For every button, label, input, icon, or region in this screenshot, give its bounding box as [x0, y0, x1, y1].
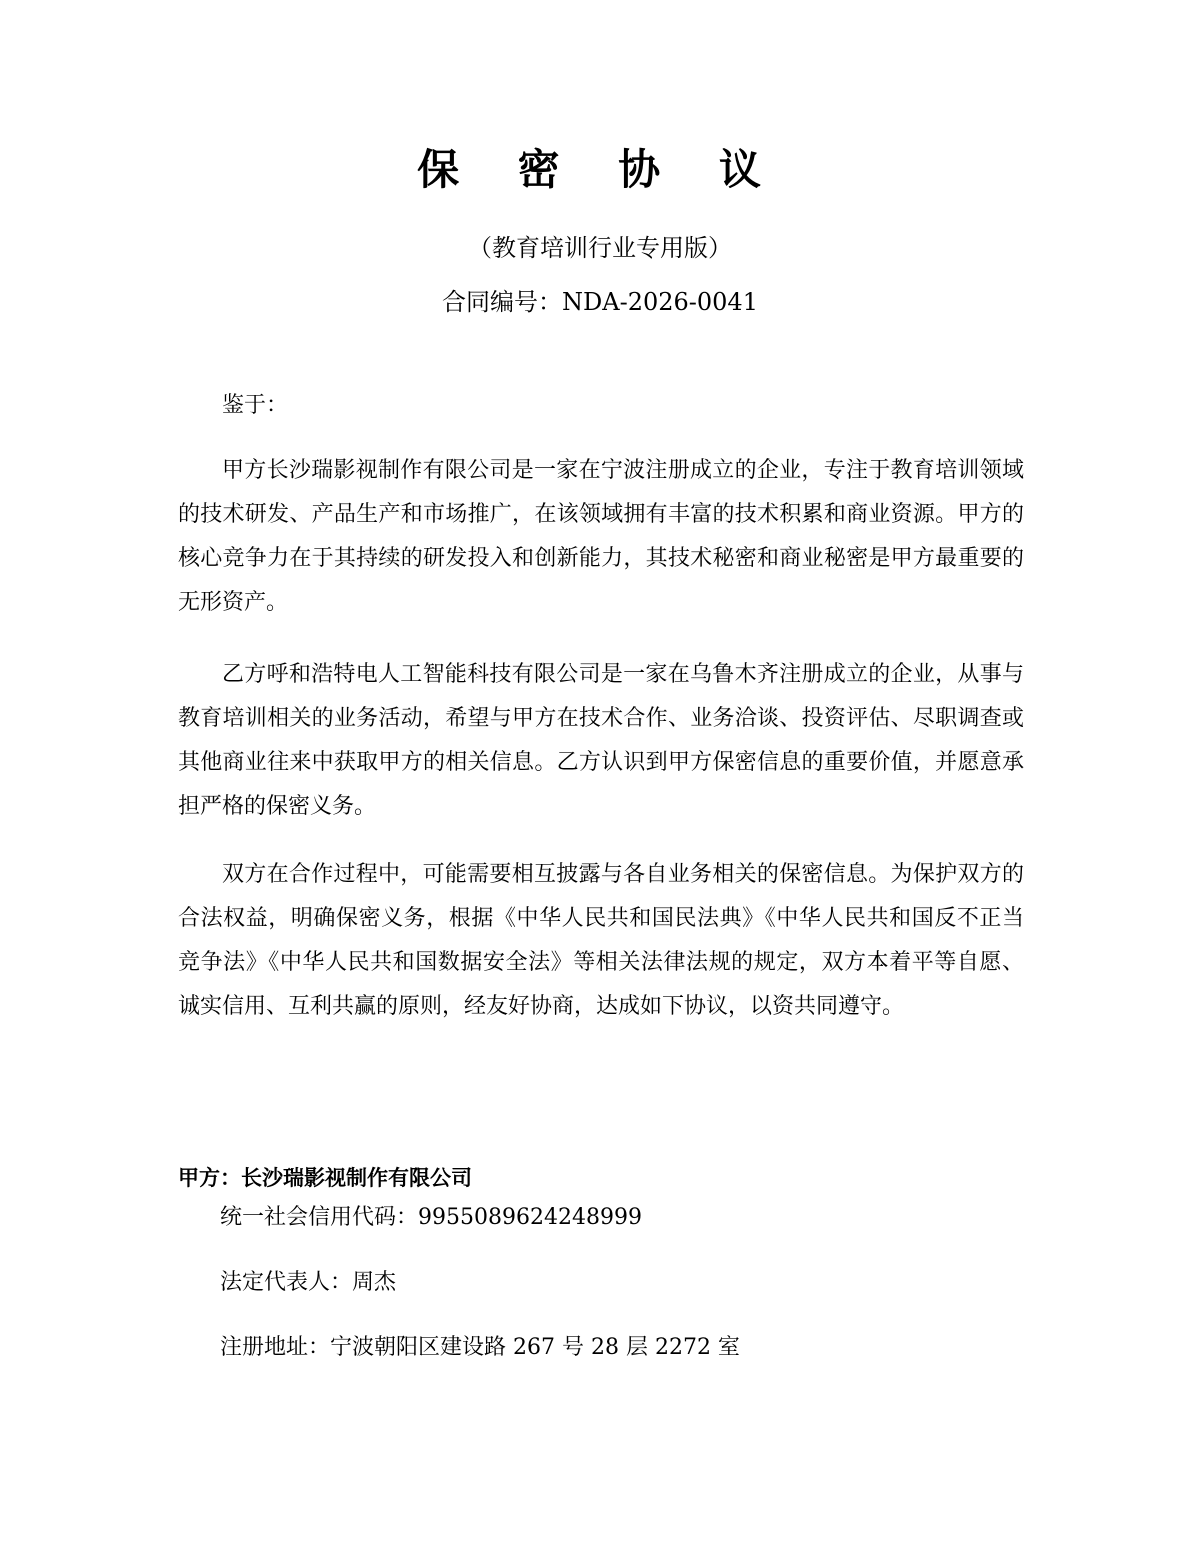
- paragraph-party-b: 乙方呼和浩特电人工智能科技有限公司是一家在乌鲁木齐注册成立的企业，从事与教育培训相关的业务活动，希望与甲方在技术合作、业务洽谈、投资评估、尽职调查或其他商业往来中获取甲方的相关信息。乙方认识到甲方保密信息的重要价值，并愿意承担严格的保密义务。: [178, 662, 1024, 819]
- party-a-label: 甲方：长沙瑞影视制作有限公司: [178, 1166, 472, 1190]
- contract-number: 合同编号：NDA-2026-0041: [442, 288, 758, 316]
- paragraph-party-a: 甲方长沙瑞影视制作有限公司是一家在宁波注册成立的企业，专注于教育培训领域的技术研发、产品生产和市场推广，在该领域拥有丰富的技术积累和商业资源。甲方的核心竞争力在于其持续的研发投入和创新能力，其技术秘密和商业秘密是甲方最重要的无形资产。: [178, 458, 1024, 615]
- whereas-heading: 鉴于：: [222, 393, 289, 418]
- party-a-address: 注册地址：宁波朝阳区建设路 267 号 28 层 2272 室: [220, 1335, 740, 1360]
- document-title: 保 密 协 议: [417, 145, 783, 194]
- party-a-legal-rep: 法定代表人：周杰: [220, 1270, 397, 1295]
- paragraph-purpose: 双方在合作过程中，可能需要相互披露与各自业务相关的保密信息。为保护双方的合法权益，明确保密义务，根据《中华人民共和国民法典》《中华人民共和国反不正当竞争法》《中华人民共和国数据安全法》等相关法律法规的规定，双方本着平等自愿、诚实信用、互利共赢的原则，经友好协商，达成如下协议，以资共同遵守。: [178, 862, 1024, 1019]
- document-subtitle: （教育培训行业专用版）: [468, 234, 732, 262]
- party-a-credit-code: 统一社会信用代码：9955089624248999: [220, 1205, 642, 1230]
